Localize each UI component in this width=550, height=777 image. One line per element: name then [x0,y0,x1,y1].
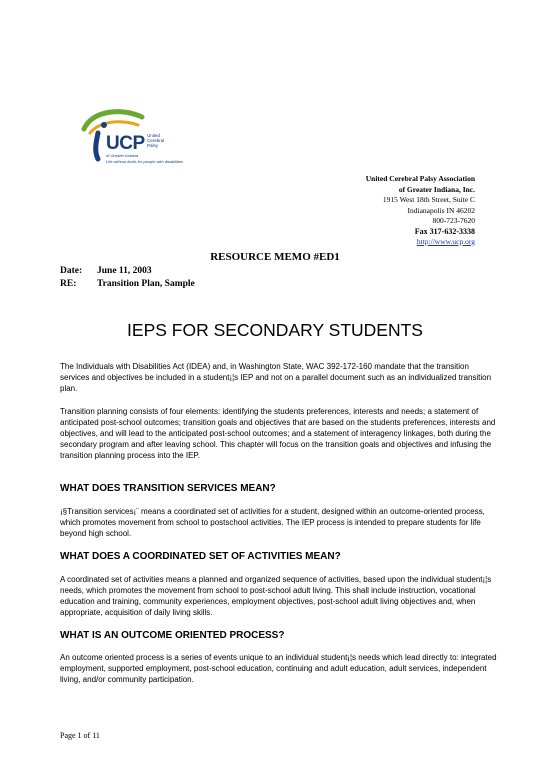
ucp-logo [80,107,210,167]
intro-paragraph: The Individuals with Disabilities Act (IDEA) and, in Washington State, WAC 392-172-160 mandate that the transition services and objectives be included in a student¡¦s IEP and not on a parallel document such as an individualized transition plan. [60,362,492,393]
date-label: Date: [60,266,83,276]
re-value: Transition Plan, Sample [97,279,195,289]
section-heading: WHAT IS AN OUTCOME ORIENTED PROCESS? [60,630,285,641]
memo-title: RESOURCE MEMO #ED1 [210,251,340,263]
website-link[interactable]: http://www.ucp.org [416,237,475,246]
city: Indianapolis IN 46202 [407,205,475,215]
memo-date-row [60,266,152,276]
section-heading: WHAT DOES TRANSITION SERVICES MEAN? [60,483,276,494]
fax: Fax 317-632-3338 [414,226,475,236]
org-name: United Cerebral Palsy Association [365,174,475,183]
document-heading: IEPS FOR SECONDARY STUDENTS [127,320,423,340]
section-body: ¡§Transition services¡¨ means a coordinated set of activities for a student, designed within an outcome-oriented process, which promotes movement from school to postschool activities. The IEP process is intended to prepare students for life beyond high school. [60,507,485,538]
planning-paragraph: Transition planning consists of four elements: identifying the students preferences, interests and needs; a statement of anticipated post-school outcomes; transition goals and objectives that are based on the students preferences, interests and objectives, and will lead to the anticipated post-school outcomes; and a statement of interagency linkages, both during the secondary program and after leaving school. This chapter will focus on the transition goals and objectives and infusing the transition planning process into the IEP. [60,407,496,460]
section-body: A coordinated set of activities means a planned and organized sequence of activities, based upon the individual student¡¦s needs, which promotes the movement from school to post-school adult living. This shall include instruction, vocational education and training, community experiences, employment objectives, post-school adult living objectives and, when appropriate, acquisition of daily living skills. [60,575,492,617]
section-body: An outcome oriented process is a series of events unique to an individual student¡¦s needs which lead directly to: integrated employment, supported employment, post-school education, continuing and adult education, adult services, independent living, and/or community participation. [60,653,497,684]
logo-sub: of Greater Indiana [106,153,139,158]
phone: 800-723-7620 [432,216,475,225]
logo-side-text: United Cerebral Palsy [147,133,165,148]
logo-wordmark: UCP [106,133,145,154]
date-value: June 11, 2003 [97,266,152,276]
section-heading: WHAT DOES A COORDINATED SET OF ACTIVITIES MEAN? [60,551,341,562]
re-label: RE: [60,279,77,289]
org-region: of Greater Indiana, Inc. [398,184,475,194]
page-number: Page 1 of 11 [60,731,100,740]
address-block [366,174,475,248]
memo-re-row [60,279,195,289]
logo-tagline: Life without limits for people with disabilities [106,159,184,164]
logo-swoosh-icon [80,107,210,167]
street: 1915 West 18th Street, Suite C [382,195,475,204]
